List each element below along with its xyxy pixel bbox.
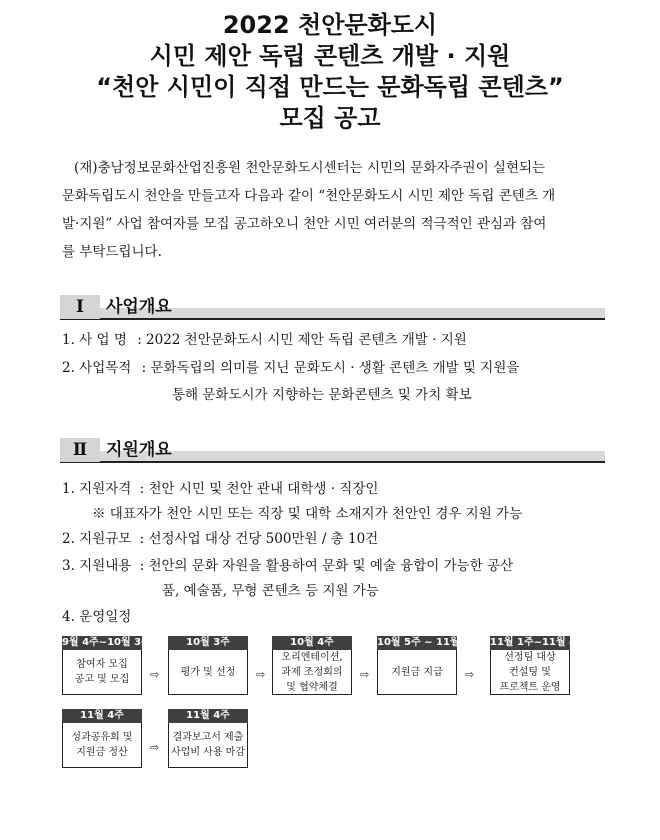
support-item-eligibility-note: ※ 대표자가 천안 시민 또는 직장 및 대학 소재지가 천안인 경우 지원 가능	[92, 506, 523, 522]
support-item-content-cont: 품, 예술품, 무형 콘텐츠 등 지원 가능	[162, 583, 379, 599]
schedule-task: 참여자 모집 공고 및 모집	[62, 650, 142, 695]
schedule-task: 오리엔테이션, 과제 조정회의 및 협약체결	[272, 650, 352, 695]
schedule-task: 선정팀 대상 컨설팅 및 프로젝트 운영	[490, 650, 570, 695]
schedule-period: 9월 4주~10월 3주	[62, 637, 151, 648]
schedule-step	[62, 709, 142, 768]
intro-line: 발·지원” 사업 참여자를 모집 공고하오니 천안 시민 여러분의 적극적인 관심과 참여	[62, 216, 547, 232]
section-header-overview	[60, 295, 605, 319]
support-item-content	[62, 556, 513, 576]
title-line-2: 시민 제안 독립 콘텐츠 개발 · 지원	[149, 42, 511, 70]
item-value: : 2022 천안문화도시 시민 제안 독립 콘텐츠 개발 · 지원	[137, 332, 467, 348]
schedule-task: 결과보고서 제출 사업비 사용 마감	[168, 723, 248, 768]
item-value: : 천안의 문화 자원을 활용하여 문화 및 예술 융합이 가능한 공산	[139, 558, 514, 574]
section-header-support	[60, 438, 605, 462]
support-item-scale	[62, 529, 378, 549]
item-label: 1. 사 업 명	[62, 332, 127, 348]
arrow-icon: ⇨	[465, 668, 475, 681]
arrow-icon: ⇨	[360, 668, 370, 681]
schedule-period: 10월 4주	[272, 636, 352, 650]
section-number: Ⅱ	[60, 438, 100, 462]
schedule-task: 성과공유회 및 지원금 정산	[62, 723, 142, 768]
intro-paragraph	[62, 154, 602, 266]
schedule-period: 10월 3주	[168, 636, 248, 650]
intro-line: 문화독립도시 천안을 만들고자 다음과 같이 “천안문화도시 시민 제안 독립 콘텐츠 개	[62, 188, 556, 204]
intro-line: (재)충남정보문화산업진흥원 천안문화도시센터는 시민의 문화자주권이 실현되는	[74, 160, 546, 176]
schedule-task: 지원금 지급	[377, 650, 457, 695]
item-label: 3. 지원내용	[62, 558, 132, 574]
schedule-period: 11월 4주	[168, 709, 248, 723]
support-item-eligibility	[62, 479, 378, 499]
item-label: 2. 사업목적	[62, 360, 132, 376]
schedule-period: 11월 4주	[62, 709, 142, 723]
title-line-1: 2022 천안문화도시	[222, 11, 438, 39]
schedule-period: 11월 1주~11월 4주	[490, 637, 586, 648]
section-title: 지원개요	[106, 440, 172, 460]
item-label: 1. 지원자격	[62, 481, 132, 497]
section-number: Ⅰ	[60, 295, 100, 319]
item-value: : 문화독립의 의미를 지닌 문화도시 · 생활 콘텐츠 개발 및 지원을	[141, 360, 520, 376]
arrow-icon: ⇨	[256, 668, 266, 681]
overview-item-purpose	[62, 358, 519, 378]
intro-line: 를 부탁드립니다.	[62, 244, 162, 260]
schedule-step	[168, 709, 248, 768]
schedule-task: 평가 및 선정	[168, 650, 248, 695]
overview-item-purpose-cont: 통해 문화도시가 지향하는 문화콘텐츠 및 가치 확보	[172, 387, 472, 403]
title-line-4: 모집 공고	[279, 104, 381, 132]
support-item-schedule-label: 4. 운영일정	[62, 609, 132, 625]
schedule-step	[168, 636, 248, 695]
section-title: 사업개요	[106, 297, 172, 317]
schedule-step	[377, 636, 480, 695]
schedule-period: 10월 5주 ~ 11월 1주	[377, 637, 480, 648]
arrow-icon: ⇨	[150, 668, 160, 681]
item-value: : 천안 시민 및 천안 관내 대학생 · 직장인	[139, 481, 379, 497]
title-line-3: “천안 시민이 직접 만드는 문화독립 콘텐츠”	[96, 73, 564, 101]
arrow-icon: ⇨	[150, 741, 160, 754]
schedule-step	[62, 636, 151, 695]
schedule-step	[490, 636, 586, 695]
schedule-step	[272, 636, 352, 695]
item-value: : 선정사업 대상 건당 500만원 / 총 10건	[139, 531, 379, 547]
item-label: 2. 지원규모	[62, 531, 132, 547]
overview-item-name	[62, 330, 467, 350]
